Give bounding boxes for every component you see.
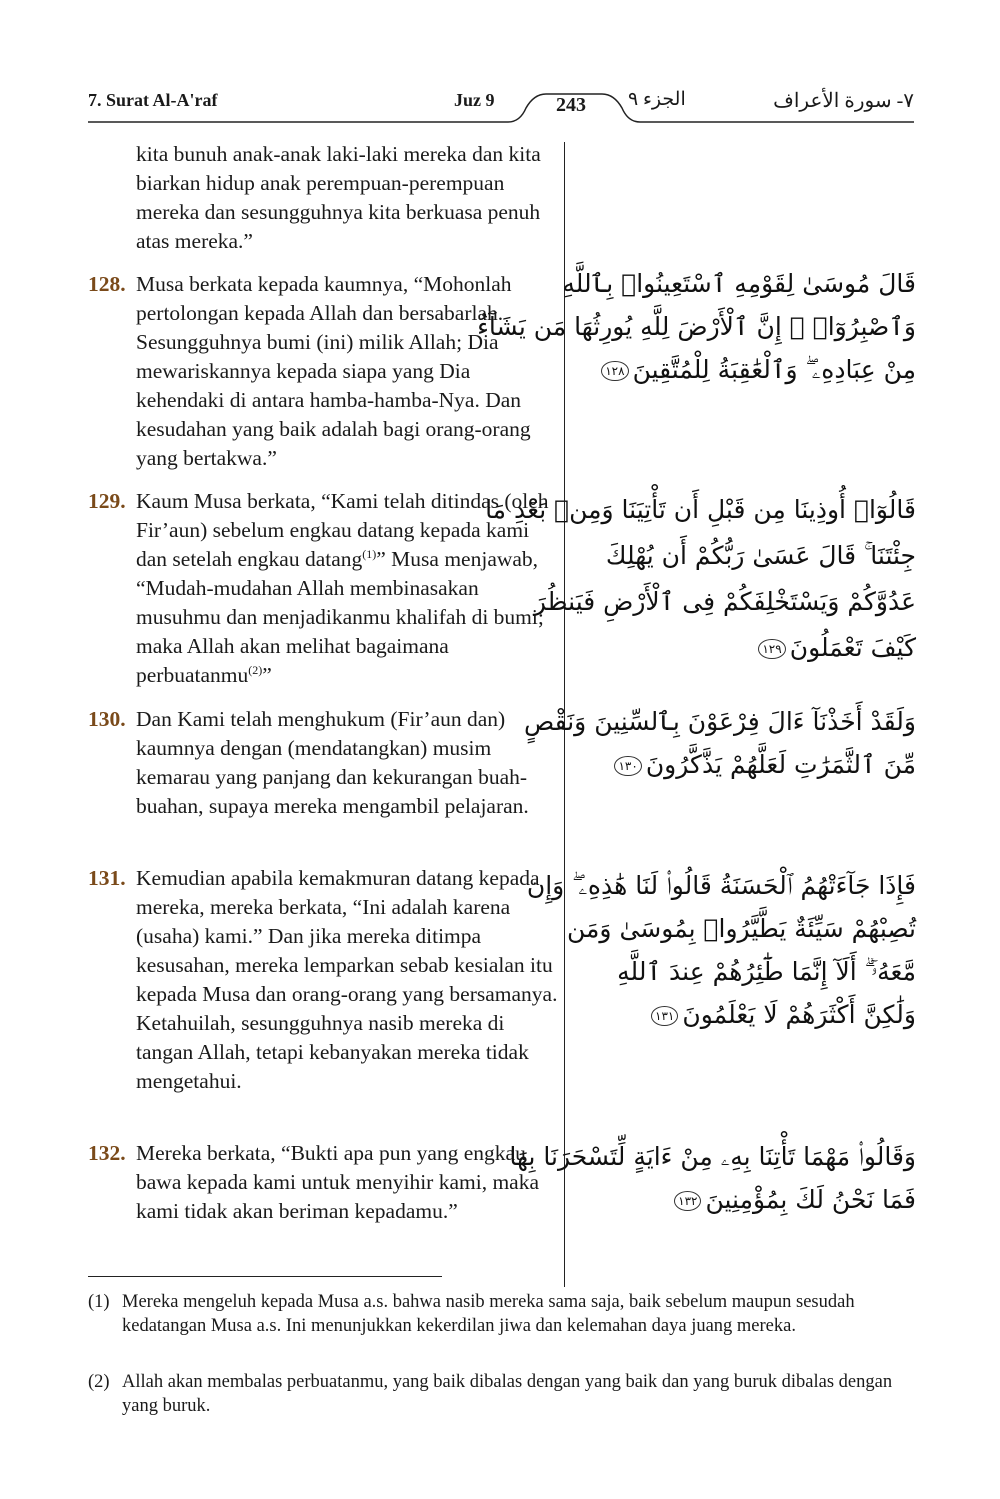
verse-text: Kemudian apabila kemakmuran datang kepada mereka, mereka berkata, “Ini adalah karena (usaha) kami.” Dan jika mereka ditimpa kesusahan, mereka lemparkan sebab kesialan itu kepada Musa dan orang-orang yang bersamanya. Ketahuilah, sesungguhnya nasib mereka di tangan Allah, tetapi kebanyakan mereka tidak mengetahui. — [136, 866, 558, 1093]
verse-number: 131. — [88, 866, 126, 890]
arabic-line: جِئْتَنَا ۚ قَالَ عَسَىٰ رَبُّكُمْ أَن يُهْلِكَ — [605, 541, 916, 570]
arabic-line: فَإِذَا جَآءَتْهُمُ ٱلْحَسَنَةُ قَالُوا۟ لَنَا هَٰذِهِۦ ۖ وَإِن — [526, 871, 916, 900]
verse-text: Dan Kami telah menghukum (Fir’aun dan) kaumnya dengan (mendatangkan) musim kemarau yang panjang dan kekurangan buah-buahan, supaya mereka mengambil pelajaran. — [136, 707, 529, 818]
footnote-number: (2) — [88, 1372, 110, 1392]
arabic-line-last — [580, 625, 916, 671]
juz-label-latin: Juz 9 — [454, 90, 495, 110]
verse-translation — [88, 270, 558, 473]
surah-title-arabic: ٧- سورة الأعراف — [773, 90, 914, 112]
ayah-number-marker: ١٣٢ — [674, 1191, 701, 1211]
juz-label-arabic: الجزء ٩ — [628, 89, 686, 110]
arabic-text: كَيْفَ تَعْمَلُونَ — [789, 633, 916, 662]
verse-text-part: ” Musa menjawab, “Mudah-mudahan Allah membinasakan musuhmu dan menjadikanmu khalifah di bumi; maka Allah akan melihat bagaimana perbuatanmu — [136, 547, 544, 687]
footnote-text: Allah akan membalas perbuatanmu, yang baik dibalas dengan yang baik dan yang buruk dibalas dengan yang buruk. — [122, 1372, 893, 1416]
arabic-line: تُصِبْهُمْ سَيِّئَةٌ يَطَّيَّرُوا۟ بِمُوسَىٰ وَمَن — [567, 914, 916, 943]
arabic-line-last — [580, 1178, 916, 1221]
verse-text: Musa berkata kepada kaumnya, “Mohonlah pertolongan kepada Allah dan bersabarlah. Sesungguhnya bumi (ini) milik Allah; Dia mewariskannya kepada siapa yang Dia kehendaki di antara hamba-hamba-Nya. Dan kesudahan yang baik adalah bagi orang-orang yang bertakwa.” — [136, 272, 531, 470]
arabic-text: فَمَا نَحْنُ لَكَ بِمُؤْمِنِينَ — [705, 1185, 916, 1214]
verse-text: Mereka berkata, “Bukti apa pun yang engkau bawa kepada kami untuk menyihir kami, maka kami tidak akan beriman kepadamu.” — [136, 1141, 539, 1223]
arabic-line: وَٱصْبِرُوٓا۟ ۖ إِنَّ ٱلْأَرْضَ لِلَّهِ يُورِثُهَا مَن يَشَآءُ — [477, 312, 916, 341]
verse-number: 128. — [88, 272, 126, 296]
continuation-text: kita bunuh anak-anak laki-laki mereka dan kita biarkan hidup anak perempuan-perempuan mereka dan sesungguhnya kita berkuasa penuh atas mereka.” — [136, 142, 541, 253]
footnote — [88, 1370, 914, 1418]
arabic-line: قَالَ مُوسَىٰ لِقَوْمِهِ ٱسْتَعِينُوا۟ بِٱللَّهِ — [562, 269, 916, 298]
verse-text-part: ” — [262, 663, 272, 687]
arabic-text: مِنْ عِبَادِهِۦ ۖ وَٱلْعَٰقِبَةُ لِلْمُتَّقِينَ — [632, 355, 916, 384]
surah-title-latin: 7. Surat Al-A'raf — [88, 90, 218, 110]
ayah-number-marker: ١٣٠ — [614, 756, 641, 776]
verse-number: 132. — [88, 1141, 126, 1165]
arabic-line-last — [580, 743, 916, 786]
arabic-text: مِّنَ ٱلثَّمَرَٰتِ لَعَلَّهُمْ يَذَّكَّرُونَ — [645, 750, 916, 779]
arabic-line: وَقَالُوا۟ مَهْمَا تَأْتِنَا بِهِۦ مِنْ ءَايَةٍ لِّتَسْحَرَنَا بِهَا — [509, 1142, 916, 1171]
arabic-line: مَّعَهُۥٓ ۗ أَلَآ إِنَّمَا طَٰٓئِرُهُمْ عِندَ ٱللَّهِ — [617, 957, 916, 986]
arabic-line-last — [580, 993, 916, 1036]
arabic-line-last — [580, 348, 916, 391]
verse-translation — [88, 1139, 558, 1226]
verse-translation — [88, 864, 558, 1096]
verse-number: 129. — [88, 489, 126, 513]
verse-number: 130. — [88, 707, 126, 731]
footnote — [88, 1290, 914, 1338]
arabic-line: قَالُوٓا۟ أُوذِينَا مِن قَبْلِ أَن تَأْتِيَنَا وَمِنۢ بَعْدِ مَا — [485, 495, 916, 524]
arabic-text: وَلَٰكِنَّ أَكْثَرَهُمْ لَا يَعْلَمُونَ — [682, 1000, 916, 1029]
verse-arabic — [485, 487, 916, 671]
ayah-number-marker: ١٢٩ — [758, 639, 785, 659]
footnote-rule — [88, 1276, 442, 1277]
footnote-number: (1) — [88, 1292, 110, 1312]
ayah-number-marker: ١٣١ — [651, 1006, 678, 1026]
footnote-ref[interactable]: (1) — [362, 546, 377, 561]
verse-arabic — [477, 262, 916, 391]
page-header — [88, 80, 914, 130]
verse-arabic — [526, 864, 916, 1036]
footnote-text: Mereka mengeluh kepada Musa a.s. bahwa nasib mereka sama saja, baik sebelum maupun sesudah kedatangan Musa a.s. Ini menunjukkan kekerdilan jiwa dan kelemahan daya juang mereka. — [122, 1292, 855, 1336]
verse-text-part: Kaum Musa berkata, “Kami telah ditindas (oleh Fir’aun) sebelum engkau datang kepada kami dan setelah engkau datang — [136, 489, 549, 571]
ayah-number-marker: ١٢٨ — [601, 361, 628, 381]
page-number: 243 — [556, 94, 586, 116]
verse-arabic — [523, 700, 916, 786]
arabic-line: عَدُوَّكُمْ وَيَسْتَخْلِفَكُمْ فِى ٱلْأَرْضِ فَيَنظُرَ — [533, 587, 916, 616]
verse-translation — [88, 705, 558, 821]
footnote-ref[interactable]: (2) — [248, 662, 263, 677]
arabic-line: وَلَقَدْ أَخَذْنَآ ءَالَ فِرْعَوْنَ بِٱلسِّنِينَ وَنَقْصٍ — [523, 707, 916, 736]
verse-arabic — [509, 1135, 916, 1221]
